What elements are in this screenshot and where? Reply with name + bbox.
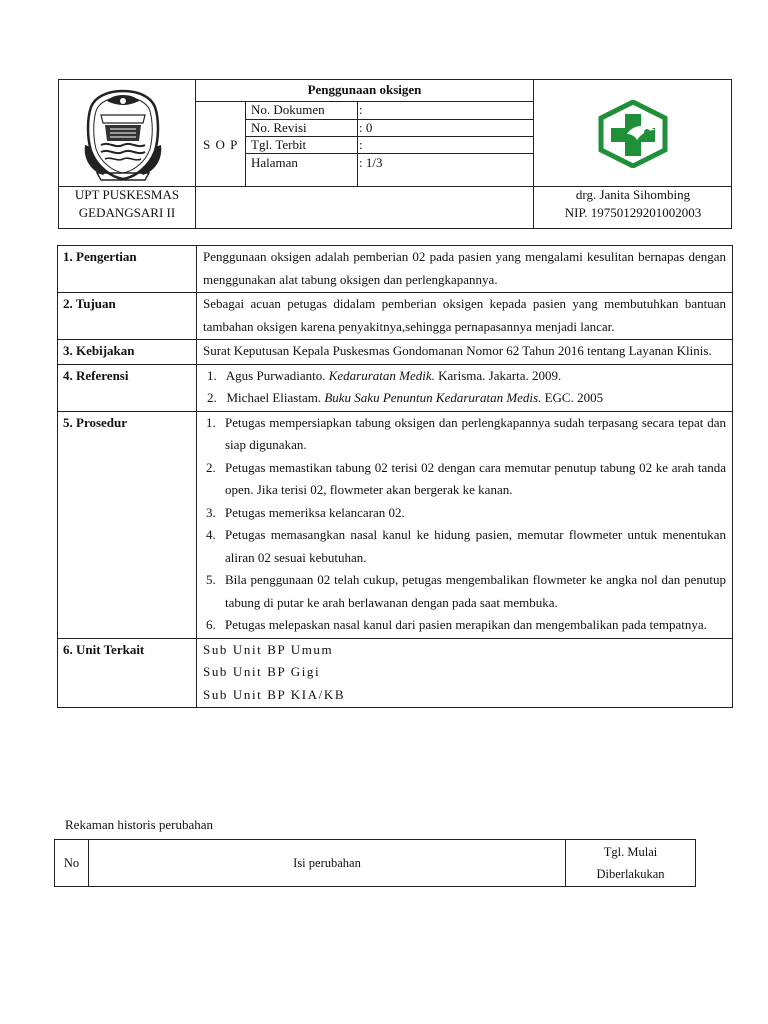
prosedur-item: 5. Bila penggunaan 02 telah cukup, petugas mengembalikan flowmeter ke angka nol dan penutup tabung di putar ke arah berlawanan dengan pada saat membuka. <box>206 572 726 610</box>
row-kebijakan <box>58 340 733 365</box>
label-referensi: 4. Referensi <box>58 364 197 411</box>
history-table <box>54 839 696 887</box>
meta-label-no-revisi: No. Revisi <box>251 120 307 135</box>
meta-value-tgl-terbit: : <box>359 137 363 152</box>
history-col-isi: Isi perubahan <box>89 840 566 887</box>
referensi-item: 2. Michael Eliastam. Buku Saku Penuntun Kedaruratan Medis. EGC. 2005 <box>207 390 604 405</box>
label-unit-terkait: 6. Unit Terkait <box>58 638 197 708</box>
row-unit-terkait <box>58 638 733 708</box>
meta-label-halaman: Halaman <box>251 155 298 170</box>
org-name-line2: GEDANGSARI II <box>78 205 176 220</box>
meta-value-no-revisi: : 0 <box>359 120 373 135</box>
history-caption: Rekaman historis perubahan <box>65 817 214 832</box>
sop-content-table <box>57 245 733 708</box>
meta-value-halaman: : 1/3 <box>359 155 383 170</box>
list-unit-terkait <box>197 638 733 708</box>
prosedur-item: 3. Petugas memeriksa kelancaran 02. <box>206 504 405 520</box>
puskesmas-logo <box>597 100 669 168</box>
row-tujuan <box>58 293 733 340</box>
text-pengertian: Penggunaan oksigen adalah pemberian 02 pada pasien yang mengalami kesulitan bernapas dengan menggunakan alat tabung oksigen dan perlengkapannya. <box>197 246 733 293</box>
label-tujuan: 2. Tujuan <box>58 293 197 340</box>
meta-label-no-dokumen: No. Dokumen <box>251 102 325 117</box>
org-name-line1: UPT PUSKESMAS <box>74 187 180 202</box>
prosedur-item: 4. Petugas memasangkan nasal kanul ke hidung pasien, memutar flowmeter untuk menentukan aliran 02 sesuai kebutuhan. <box>206 527 726 565</box>
row-prosedur <box>58 411 733 638</box>
row-referensi <box>58 364 733 411</box>
meta-value-no-dokumen: : <box>359 102 363 117</box>
text-tujuan: Sebagai acuan petugas didalam pemberian oksigen kepada pasien yang membutuhkan bantuan tambahan oksigen karena penyakitnya,sehingga pernapasannya menjadi lancar. <box>197 293 733 340</box>
label-kebijakan: 3. Kebijakan <box>58 340 197 365</box>
text-kebijakan: Surat Keputusan Kepala Puskesmas Gondomanan Nomor 62 Tahun 2016 tentang Layanan Klinis. <box>197 340 733 365</box>
list-prosedur <box>197 411 733 638</box>
meta-label-tgl-terbit: Tgl. Terbit <box>251 137 307 152</box>
unit-item: Sub Unit BP Gigi <box>203 664 321 679</box>
sop-label: S O P <box>203 137 239 152</box>
prosedur-item: 1. Petugas mempersiapkan tabung oksigen dan perlengkapannya sudah terpasang secara tepat dan siap digunakan. <box>206 414 726 452</box>
unit-item: Sub Unit BP Umum <box>203 641 334 657</box>
signer-nip: NIP. 19750129201002003 <box>564 205 702 220</box>
list-referensi <box>197 364 733 411</box>
label-pengertian: 1. Pengertian <box>58 246 197 293</box>
unit-item: Sub Unit BP KIA/KB <box>203 686 346 702</box>
row-pengertian <box>58 246 733 293</box>
document-title: Penggunaan oksigen <box>307 82 422 97</box>
label-prosedur: 5. Prosedur <box>58 411 197 638</box>
regency-emblem-logo <box>77 85 169 183</box>
sop-header <box>58 79 732 229</box>
prosedur-item: 2. Petugas memastikan tabung 02 terisi 02 dengan cara memutar penutup tabung 02 ke arah tanda open. Jika terisi 02, flowmeter akan bergerak ke kanan. <box>206 459 726 497</box>
history-header-row <box>55 840 696 887</box>
history-col-no: No <box>55 840 89 887</box>
referensi-item: 1. Agus Purwadianto. Kedaruratan Medik. Karisma. Jakarta. 2009. <box>207 367 562 383</box>
history-col-tgl: Tgl. Mulai Diberlakukan <box>566 840 696 887</box>
signer-name: drg. Janita Sihombing <box>575 187 691 202</box>
prosedur-item: 6. Petugas melepaskan nasal kanul dari pasien merapikan dan mengembalikan pada tempatnya. <box>206 617 707 632</box>
